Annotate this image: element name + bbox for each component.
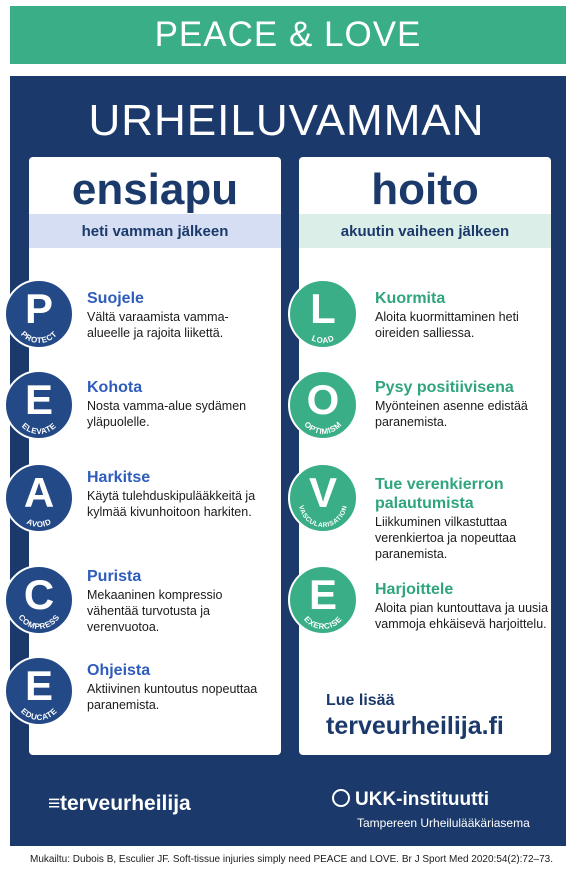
right-circle-word: VASCULARISATION [297,504,349,530]
right-item-text: Myönteinen asenne edistää paranemista. [375,399,528,429]
right-circle-word: OPTIMISM [302,419,344,437]
title: URHEILUVAMMAN [88,96,485,145]
left-circle-word: COMPRESS [16,612,62,632]
left-item-heading: Purista [87,568,142,585]
banner: PEACE & LOVE [10,6,566,64]
svg-text:PROTECT [19,329,59,345]
left-circle-letter: E [24,662,53,709]
right-item-heading: Pysy positiivisena [375,379,514,396]
right-circle-2 [288,463,358,533]
left-circle-word-arc [6,372,72,438]
left-item-text: Aktiivinen kuntoutus nopeuttaa paranemista. [87,682,258,712]
ukk-logo-text: UKK-instituutti [355,789,490,810]
right-item-heading: Harjoittele [375,581,454,598]
svg-text:VASCULARISATION [297,505,349,529]
right-circle-letter: E [308,571,337,618]
right-item-heading: Tue verenkierron palautumista [375,476,504,512]
left-item-heading: Suojele [87,290,144,307]
right-circle-word-arc [290,465,356,531]
right-item-3 [375,580,550,632]
left-item-heading: Ohjeista [87,662,151,679]
left-item-text: Mekaaninen kompressio vähentää turvotusta ja verenvuotoa. [87,588,223,634]
svg-text:AVOID [25,517,53,529]
left-circle-0 [4,279,74,349]
ensiapu-subheading: heti vamman jälkeen [29,214,281,248]
svg-text:EXERCISE [302,614,344,631]
left-item-heading: Kohota [87,379,143,396]
right-item-text: Aloita kuormittaminen heti oireiden salliessa. [375,310,519,340]
right-circle-letter: V [308,469,337,516]
left-circle-letter: A [23,469,55,516]
right-circle-word-arc [290,281,356,347]
left-circle-word: AVOID [25,517,53,530]
hoito-column [299,157,551,755]
left-circle-4 [4,656,74,726]
left-circle-word-arc [6,658,72,724]
left-circle-word: EDUCATE [19,706,59,723]
source-citation: Mukailtu: Dubois B, Esculier JF. Soft-tissue injuries simply need PEACE and LOVE. Br J Sport Med 2020:54(2):72–73. [30,854,554,865]
right-item-0 [375,289,550,341]
right-circle-letter: L [310,285,336,332]
left-item-4 [87,661,262,713]
right-circle-letter: O [306,376,340,423]
right-item-2 [375,475,550,562]
ukk-logo [332,789,489,811]
left-circle-word: ELEVATE [20,421,58,437]
left-item-heading: Harkitse [87,469,151,486]
right-circle-1 [288,370,358,440]
right-item-1 [375,378,550,430]
website-link[interactable]: terveurheilija.fi [326,712,504,740]
left-circle-word-arc [6,281,72,347]
right-item-text: Liikkuminen vilkastuttaa verenkiertoa ja nopeuttaa paranemista. [375,515,517,561]
ukk-subtitle: Tampereen Urheilulääkäriasema [357,816,530,830]
right-item-heading: Kuormita [375,290,446,307]
ensiapu-heading: ensiapu [71,165,239,214]
left-item-text: Nosta vamma-alue sydämen yläpuolelle. [87,399,247,429]
read-more: Lue lisää [326,692,395,709]
left-item-text: Käytä tulehduskipulääkkeitä ja kylmää kivunhoitoon harkiten. [87,489,256,519]
left-item-3 [87,567,262,635]
left-circle-letter: P [24,285,53,332]
ukk-ring-icon [332,789,350,807]
svg-text:EDUCATE [19,706,59,722]
right-circle-word: LOAD [310,333,336,346]
terveurheilija-logo-text: terveurheilija [60,792,191,815]
right-circle-word: EXERCISE [302,614,344,632]
right-circle-word-arc [290,567,356,633]
hoito-subheading: akuutin vaiheen jälkeen [299,214,551,248]
svg-text:LOAD [310,334,335,346]
svg-text:ELEVATE [20,421,58,436]
left-circle-1 [4,370,74,440]
left-circle-2 [4,463,74,533]
left-circle-3 [4,565,74,635]
left-circle-letter: E [24,376,53,423]
left-circle-letter: C [23,571,55,618]
left-item-0 [87,289,262,341]
right-item-text: Aloita pian kuntouttava ja uusia vammoja ehkäisevä harjoittelu. [375,601,549,631]
left-circle-word-arc [6,465,72,531]
right-circle-word-arc [290,372,356,438]
svg-text:COMPRESS [16,613,61,631]
svg-text:OPTIMISM [302,420,343,436]
left-item-2 [87,468,262,520]
left-item-1 [87,378,262,430]
left-circle-word: PROTECT [19,329,59,346]
left-circle-word-arc [6,567,72,633]
terveurheilija-logo: ≡terveurheilija [48,792,191,815]
left-item-text: Vältä varaamista vamma-alueelle ja rajoita liikettä. [87,310,229,340]
right-circle-0 [288,279,358,349]
hoito-heading: hoito [371,165,479,214]
right-circle-3 [288,565,358,635]
